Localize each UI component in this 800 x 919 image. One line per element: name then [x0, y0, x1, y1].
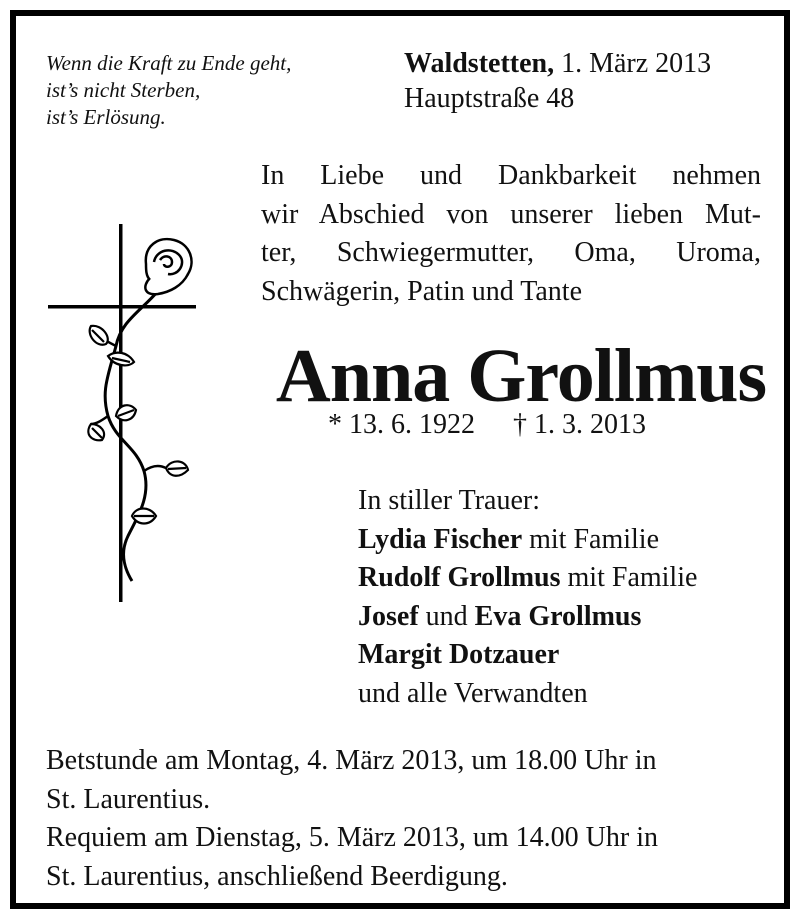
- mourner-row: [358, 559, 778, 598]
- intro-line: ter, Schwiegermutter, Oma, Uroma,: [261, 237, 761, 268]
- mourner-name: Lydia Fischer: [358, 523, 523, 555]
- service-line: St. Laurentius, anschließend Beerdigung.: [46, 860, 508, 892]
- motto-quote: [46, 50, 366, 131]
- notice-date: 1. März 2013: [554, 48, 712, 79]
- mourners-list: [358, 482, 778, 713]
- birth-date: * 13. 6. 1922: [328, 409, 475, 440]
- service-line: Requiem am Dienstag, 5. März 2013, um 14.00 Uhr in: [46, 822, 659, 853]
- deceased-name: Anna Grollmus: [275, 334, 767, 418]
- mourner-suffix: mit Familie: [560, 562, 698, 593]
- intro-line: Schwägerin, Patin und Tante: [261, 275, 583, 307]
- intro-line: In Liebe und Dankbarkeit nehmen: [261, 160, 761, 191]
- intro-text: [261, 157, 761, 311]
- mourners-heading: In stiller Trauer:: [358, 485, 540, 516]
- mourner-row: [358, 521, 778, 560]
- death-date: † 1. 3. 2013: [513, 409, 646, 440]
- mourner-name: Eva Grollmus: [474, 600, 642, 632]
- mourner-name: Josef: [358, 600, 419, 632]
- mourner-suffix: mit Familie: [522, 523, 660, 555]
- mourner-name: Margit Dotzauer: [358, 639, 560, 670]
- motto-line: Wenn die Kraft zu Ende geht,: [46, 51, 292, 75]
- mourners-closing: und alle Verwandten: [358, 677, 588, 709]
- service-info: [46, 742, 776, 896]
- service-line: Betstunde am Montag, 4. März 2013, um 18.00 Uhr in: [46, 745, 657, 776]
- intro-line: wir Abschied von unserer lieben Mut-: [261, 198, 761, 230]
- mourner-name: Rudolf Grollmus: [358, 562, 561, 593]
- town-name: Waldstetten,: [404, 48, 555, 79]
- motto-line: ist’s nicht Sterben,: [46, 78, 201, 102]
- street-address: Hauptstraße 48: [404, 83, 575, 114]
- mourner-row: [358, 636, 778, 675]
- service-line: St. Laurentius.: [46, 783, 211, 815]
- life-dates: [328, 407, 748, 443]
- mourner-conjunction: und: [418, 600, 475, 632]
- motto-line: ist’s Erlösung.: [46, 105, 166, 129]
- place-and-date: [404, 46, 774, 116]
- mourner-row: [358, 598, 778, 637]
- obituary-frame: [10, 10, 790, 909]
- place-date-line: [404, 46, 774, 81]
